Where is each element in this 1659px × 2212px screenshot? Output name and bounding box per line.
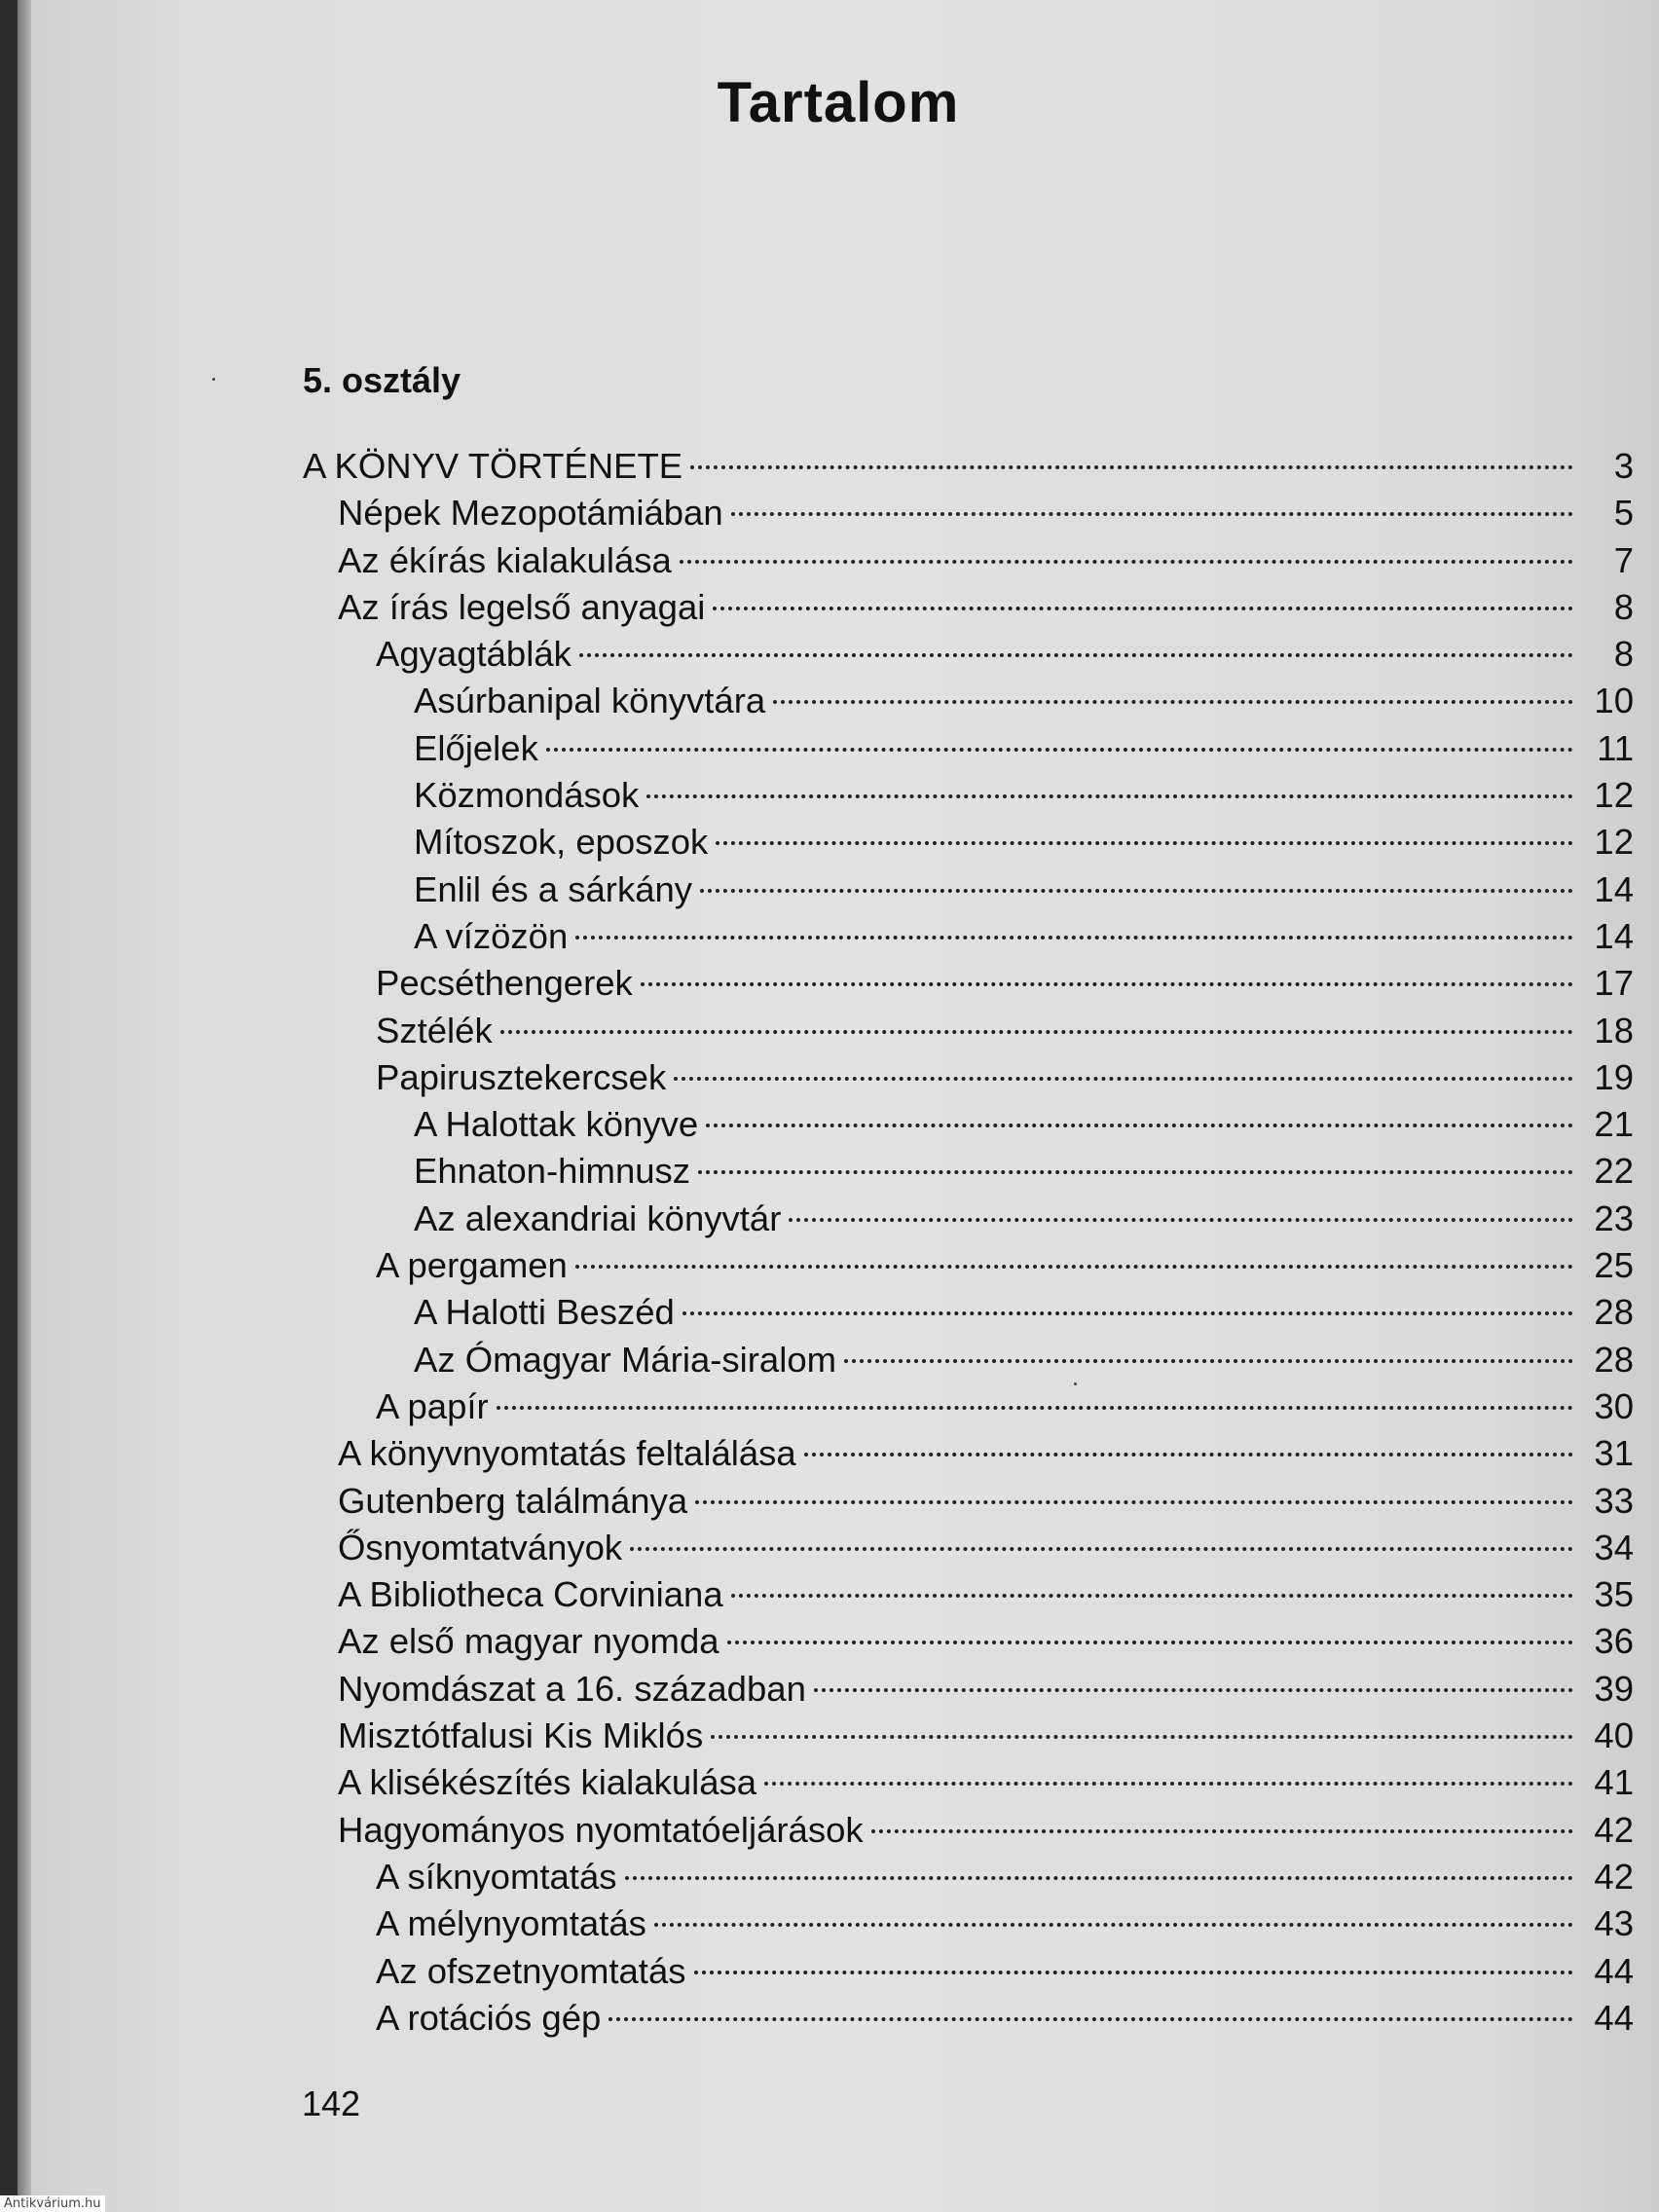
- toc-entry-label: Nyomdászat a 16. században: [338, 1668, 806, 1709]
- toc-entry: [303, 960, 1634, 1007]
- toc-leader-dots: [694, 1971, 1573, 1974]
- toc-entry: [303, 584, 1634, 631]
- toc-entry: [303, 1525, 1634, 1571]
- toc-entry-page: 44: [1594, 1997, 1634, 2038]
- toc-entry-label: Az ékírás kialakulása: [338, 539, 672, 580]
- toc-entry: [303, 1571, 1634, 1618]
- toc-entry: [303, 1948, 1634, 1995]
- toc-entry-page: 42: [1594, 1809, 1634, 1850]
- toc-entry-label: A vízözön: [414, 915, 569, 956]
- table-of-contents: [303, 443, 1634, 2042]
- toc-leader-dots: [814, 1688, 1573, 1692]
- page-title: Tartalom: [717, 71, 960, 134]
- toc-entry: [303, 490, 1634, 536]
- toc-entry-page: 30: [1594, 1385, 1634, 1426]
- toc-entry-page: 41: [1594, 1762, 1634, 1803]
- toc-entry: [303, 1289, 1634, 1336]
- toc-entry-label: A Halottak könyve: [414, 1104, 699, 1145]
- toc-entry-page: 28: [1594, 1339, 1634, 1380]
- toc-entry-label: Az írás legelső anyagai: [338, 586, 706, 627]
- toc-entry: [303, 1854, 1634, 1900]
- print-speck: [1074, 1382, 1077, 1385]
- toc-entry-page: 7: [1613, 539, 1634, 580]
- toc-entry-page: 8: [1613, 634, 1634, 675]
- toc-entry-label: A Halotti Beszéd: [414, 1292, 675, 1333]
- toc-leader-dots: [682, 1311, 1573, 1315]
- toc-entry: [303, 1383, 1634, 1430]
- book-page: [18, 0, 1659, 2212]
- toc-entry-page: 14: [1594, 868, 1634, 909]
- toc-leader-dots: [716, 841, 1573, 845]
- toc-leader-dots: [764, 1782, 1573, 1786]
- print-speck: [212, 378, 215, 381]
- toc-entry-label: Előjelek: [414, 727, 538, 768]
- toc-entry: [303, 1759, 1634, 1806]
- toc-leader-dots: [727, 1641, 1573, 1644]
- toc-entry-label: Ősnyomtatványok: [338, 1527, 623, 1567]
- toc-entry-page: 22: [1594, 1151, 1634, 1192]
- toc-leader-dots: [575, 1265, 1573, 1269]
- toc-entry: [303, 443, 1634, 490]
- toc-entry: [303, 1666, 1634, 1713]
- toc-entry-label: A síknyomtatás: [376, 1856, 617, 1897]
- toc-leader-dots: [690, 465, 1573, 469]
- toc-entry-page: 31: [1594, 1433, 1634, 1474]
- toc-entry: [303, 1807, 1634, 1854]
- page-number: 142: [302, 2083, 361, 2123]
- toc-leader-dots: [871, 1829, 1573, 1833]
- toc-leader-dots: [641, 982, 1573, 986]
- toc-entry-page: 39: [1594, 1668, 1634, 1709]
- toc-entry-label: A mélynyomtatás: [376, 1903, 646, 1944]
- toc-entry: [303, 631, 1634, 678]
- toc-entry-page: 36: [1594, 1621, 1634, 1662]
- toc-leader-dots: [773, 700, 1573, 704]
- toc-entry-page: 12: [1594, 775, 1634, 816]
- toc-entry-page: 23: [1594, 1198, 1634, 1238]
- toc-entry-page: 33: [1594, 1480, 1634, 1521]
- toc-entry-label: A pergamen: [376, 1245, 568, 1286]
- toc-entry-page: 3: [1613, 446, 1634, 486]
- toc-entry: [303, 1900, 1634, 1947]
- toc-entry: [303, 772, 1634, 819]
- toc-entry-label: Enlil és a sárkány: [414, 868, 693, 909]
- toc-leader-dots: [706, 1124, 1573, 1127]
- toc-entry-label: A papír: [376, 1385, 489, 1426]
- toc-leader-dots: [646, 794, 1573, 798]
- toc-entry-label: Az ofszetnyomtatás: [376, 1950, 686, 1991]
- toc-entry: [303, 1337, 1634, 1383]
- toc-leader-dots: [579, 653, 1573, 657]
- toc-entry-page: 42: [1594, 1856, 1634, 1897]
- toc-entry-page: 21: [1594, 1104, 1634, 1145]
- toc-entry: [303, 866, 1634, 913]
- toc-entry: [303, 1054, 1634, 1101]
- toc-entry-label: Pecséthengerek: [376, 963, 633, 1004]
- toc-leader-dots: [695, 1500, 1573, 1504]
- toc-entry-label: Sztélék: [376, 1010, 493, 1051]
- toc-entry: [303, 1995, 1634, 2042]
- toc-entry: [303, 1713, 1634, 1759]
- toc-leader-dots: [844, 1359, 1573, 1363]
- toc-entry-label: Misztótfalusi Kis Miklós: [338, 1715, 704, 1756]
- toc-leader-dots: [546, 748, 1573, 752]
- toc-entry-page: 18: [1594, 1010, 1634, 1051]
- toc-leader-dots: [608, 2017, 1573, 2021]
- toc-entry-label: Papirusztekercsek: [376, 1056, 667, 1097]
- toc-entry: [303, 1101, 1634, 1148]
- toc-entry-label: Asúrbanipal könyvtára: [414, 681, 766, 721]
- toc-entry: [303, 1242, 1634, 1289]
- toc-entry-page: 8: [1613, 586, 1634, 627]
- toc-entry: [303, 819, 1634, 866]
- toc-entry-label: A könyvnyomtatás feltalálása: [338, 1433, 796, 1474]
- toc-entry-page: 12: [1594, 822, 1634, 863]
- toc-leader-dots: [680, 560, 1573, 564]
- toc-leader-dots: [497, 1406, 1573, 1410]
- toc-entry: [303, 1148, 1634, 1195]
- toc-leader-dots: [654, 1923, 1573, 1927]
- toc-entry-page: 40: [1594, 1715, 1634, 1756]
- toc-entry-page: 14: [1594, 915, 1634, 956]
- toc-leader-dots: [674, 1077, 1573, 1081]
- toc-entry-label: Az alexandriai könyvtár: [414, 1198, 782, 1238]
- toc-leader-dots: [575, 936, 1573, 940]
- toc-entry-label: Népek Mezopotámiában: [338, 493, 723, 534]
- toc-entry-page: 11: [1597, 727, 1634, 768]
- toc-entry-label: A rotációs gép: [376, 1997, 602, 2038]
- toc-entry-label: A Bibliotheca Corviniana: [338, 1574, 723, 1615]
- toc-leader-dots: [500, 1030, 1573, 1034]
- toc-leader-dots: [630, 1547, 1573, 1551]
- toc-leader-dots: [711, 1735, 1573, 1739]
- toc-leader-dots: [731, 1594, 1573, 1598]
- toc-entry: [303, 1196, 1634, 1242]
- section-heading: 5. osztály: [303, 360, 461, 400]
- toc-leader-dots: [804, 1453, 1573, 1456]
- toc-entry-page: 19: [1594, 1056, 1634, 1097]
- toc-leader-dots: [789, 1218, 1573, 1222]
- toc-entry: [303, 725, 1634, 772]
- toc-entry-label: Hagyományos nyomtatóeljárások: [338, 1809, 864, 1850]
- toc-entry-label: Agyagtáblák: [376, 634, 571, 675]
- toc-entry-page: 17: [1594, 963, 1634, 1004]
- toc-leader-dots: [698, 1170, 1573, 1174]
- toc-entry-page: 10: [1594, 681, 1634, 721]
- toc-entry-page: 25: [1594, 1245, 1634, 1286]
- page-edge-shadow: [18, 0, 31, 2212]
- toc-entry: [303, 537, 1634, 584]
- toc-entry-label: Gutenberg találmánya: [338, 1480, 688, 1521]
- toc-entry-page: 43: [1594, 1903, 1634, 1944]
- toc-entry-page: 44: [1594, 1950, 1634, 1991]
- toc-entry: [303, 1618, 1634, 1665]
- toc-entry-page: 35: [1594, 1574, 1634, 1615]
- toc-leader-dots: [625, 1876, 1574, 1880]
- toc-entry-page: 34: [1594, 1527, 1634, 1567]
- toc-entry-page: 28: [1594, 1292, 1634, 1333]
- toc-entry: [303, 913, 1634, 960]
- toc-leader-dots: [713, 607, 1573, 610]
- toc-leader-dots: [700, 889, 1573, 893]
- toc-entry: [303, 1478, 1634, 1525]
- toc-entry-label: Ehnaton-himnusz: [414, 1151, 691, 1192]
- toc-entry-label: Mítoszok, eposzok: [414, 822, 709, 863]
- toc-entry-label: Közmondások: [414, 775, 640, 816]
- toc-entry-label: A klisékészítés kialakulása: [338, 1762, 757, 1803]
- toc-entry: [303, 1430, 1634, 1477]
- toc-entry: [303, 678, 1634, 724]
- toc-entry: [303, 1008, 1634, 1054]
- toc-entry-label: Az Ómagyar Mária-siralom: [414, 1339, 837, 1380]
- toc-entry-label: Az első magyar nyomda: [338, 1621, 719, 1662]
- toc-entry-page: 5: [1613, 493, 1634, 534]
- toc-leader-dots: [731, 512, 1573, 516]
- toc-entry-label: A KÖNYV TÖRTÉNETE: [303, 446, 683, 486]
- watermark: Antikvárium.hu: [0, 2195, 105, 2212]
